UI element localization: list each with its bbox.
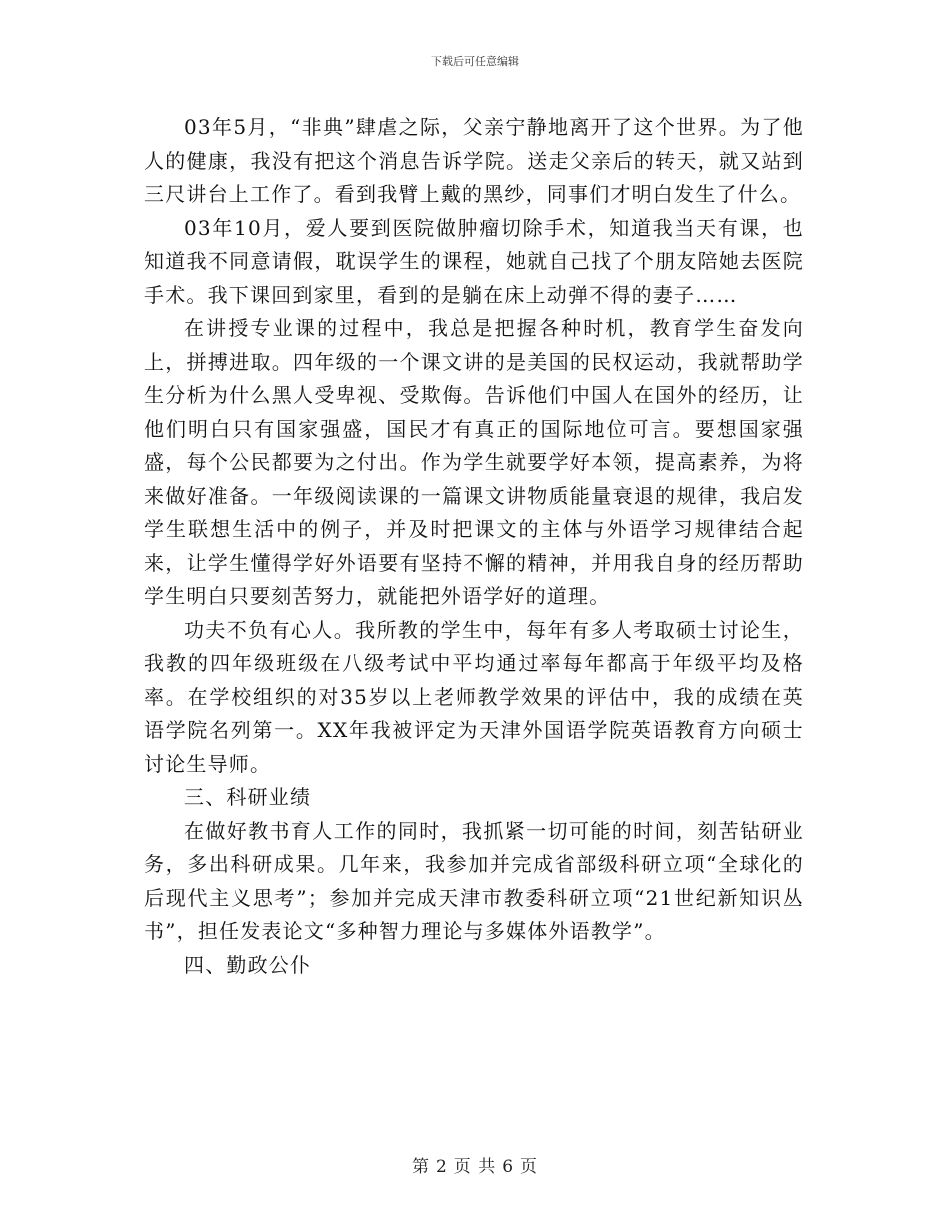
paragraph-father: 03年5月，“非典”肆虐之际，父亲宁静地离开了这个世界。为了他人的健康，我没有把这个消息告诉学院。送走父亲后的转天，就又站到三尺讲台上工作了。看到我臂上戴的黑纱，同事们才明白发生了什么。 [144, 115, 804, 206]
paragraph-achievements: 功夫不负有心人。我所教的学生中，每年有多人考取硕士讨论生，我教的四年级班级在八级考试中平均通过率每年都高于年级平均及格率。在学校组织的对35岁以上老师教学效果的评估中，我的成绩在英语学院名列第一。XX年我被评定为天津外国语学院英语教育方向硕士讨论生导师。 [144, 617, 804, 776]
document-body [144, 111, 804, 982]
footer-total-pages: 6 [502, 1157, 515, 1177]
paragraph-wife-surgery: 03年10月，爱人要到医院做肿瘤切除手术，知道我当天有课，也知道我不同意请假，耽误学生的课程，她就自己找了个朋友陪她去医院手术。我下课回到家里，看到的是躺在床上动弹不得的妻子…… [144, 215, 804, 307]
page-header: 下载后可任意编辑 [431, 55, 519, 68]
paragraph-research: 在做好教书育人工作的同时，我抓紧一切可能的时间，刻苦钻研业务，多出科研成果。几年来，我参加并完成省部级科研立项“全球化的后现代主义思考”；参加并完成天津市教委科研立项“21世纪新知识丛书”，担任发表论文“多种智力理论与多媒体外语教学”。 [144, 818, 804, 943]
paragraph-teaching: 在讲授专业课的过程中，我总是把握各种时机，教育学生奋发向上，拼搏进取。四年级的一个课文讲的是美国的民权运动，我就帮助学生分析为什么黑人受卑视、受欺侮。告诉他们中国人在国外的经历，让他们明白只有国家强盛，国民才有真正的国际地位可言。要想国家强盛，每个公民都要为之付出。作为学生就要学好本领，提高素养，为将来做好准备。一年级阅读课的一篇课文讲物质能量衰退的规律，我启发学生联想生活中的例子，并及时把课文的主体与外语学习规律结合起来，让学生懂得学好外语要有坚持不懈的精神，并用我自身的经历帮助学生明白只要刻苦努力，就能把外语学好的道理。 [144, 316, 804, 608]
page-footer [0, 1152, 950, 1177]
footer-prefix: 第 [411, 1157, 430, 1177]
section-heading-diligence: 四、勤政公仆 [184, 952, 312, 977]
footer-page-number: 2 [435, 1157, 448, 1177]
footer-suffix: 页 [520, 1157, 539, 1177]
footer-middle: 页 共 [453, 1157, 497, 1177]
section-heading-research: 三、科研业绩 [184, 785, 312, 809]
